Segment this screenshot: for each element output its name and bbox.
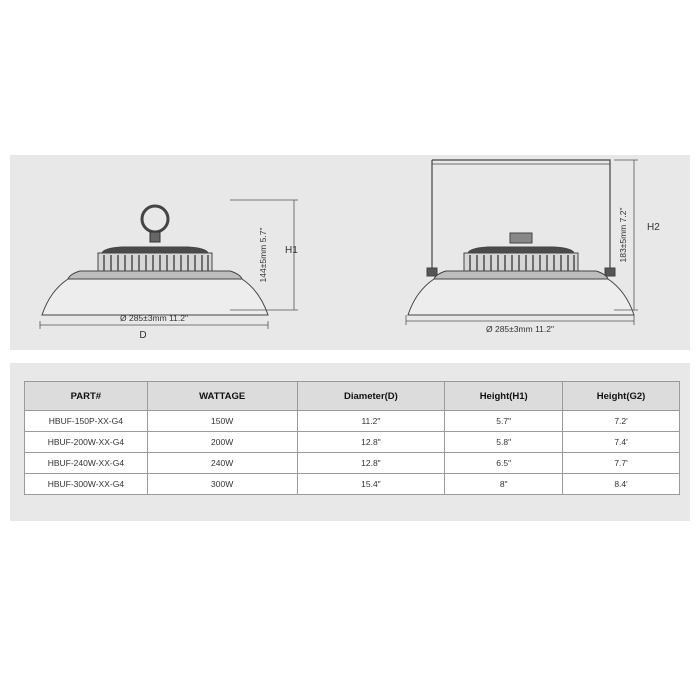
- header-height-h1: Height(H1): [445, 382, 563, 411]
- table-row: [25, 453, 680, 474]
- drawings-panel: [10, 155, 690, 350]
- specs-table: [24, 381, 680, 495]
- cell-height-g2: 8.4': [563, 474, 680, 495]
- cell-height-h1: 8": [445, 474, 563, 495]
- cell-wattage: 240W: [147, 453, 297, 474]
- cell-height-h1: 6.5": [445, 453, 563, 474]
- cell-height-h1: 5.8": [445, 432, 563, 453]
- cell-wattage: 300W: [147, 474, 297, 495]
- cell-height-h1: 5.7": [445, 411, 563, 432]
- hook-stem: [150, 232, 160, 242]
- cell-diameter: 12.8": [297, 432, 445, 453]
- housing-top: [102, 247, 208, 253]
- height-dim-label-2: 183±5mm 7.2": [618, 207, 628, 263]
- hook-ring-icon: [142, 206, 168, 232]
- header-part: PART#: [25, 382, 148, 411]
- table-header-row: [25, 382, 680, 411]
- diameter-dim-label-1: Ø 285±3mm 11.2": [120, 313, 188, 323]
- cell-height-g2: 7.2': [563, 411, 680, 432]
- cell-part: HBUF-200W-XX-G4: [25, 432, 148, 453]
- height-dim-label-1: 144±5mm 5.7": [258, 227, 268, 283]
- dimension-drawings: [10, 155, 690, 350]
- table-row: [25, 474, 680, 495]
- table-row: [25, 411, 680, 432]
- cell-wattage: 200W: [147, 432, 297, 453]
- header-height-g2: Height(G2): [563, 382, 680, 411]
- cell-diameter: 15.4": [297, 474, 445, 495]
- lamp-bracket-mount: [408, 160, 634, 315]
- cell-wattage: 150W: [147, 411, 297, 432]
- diameter-dim-label-2: Ø 285±3mm 11.2": [486, 324, 554, 334]
- cell-diameter: 12.8": [297, 453, 445, 474]
- height-letter-h1: H1: [285, 245, 298, 256]
- cell-diameter: 11.2": [297, 411, 445, 432]
- lamp-dome-2: [408, 279, 634, 315]
- bracket-knob: [510, 233, 532, 243]
- table-row: [25, 432, 680, 453]
- header-wattage: WATTAGE: [147, 382, 297, 411]
- housing-flange: [68, 271, 242, 279]
- lamp-hook-mount: [42, 206, 268, 315]
- diameter-letter-d: D: [139, 330, 147, 341]
- cell-part: HBUF-300W-XX-G4: [25, 474, 148, 495]
- cell-height-g2: 7.7': [563, 453, 680, 474]
- cell-height-g2: 7.4': [563, 432, 680, 453]
- cell-part: HBUF-150P-XX-G4: [25, 411, 148, 432]
- header-diameter: Diameter(D): [297, 382, 445, 411]
- height-letter-h2: H2: [647, 222, 660, 233]
- cell-part: HBUF-240W-XX-G4: [25, 453, 148, 474]
